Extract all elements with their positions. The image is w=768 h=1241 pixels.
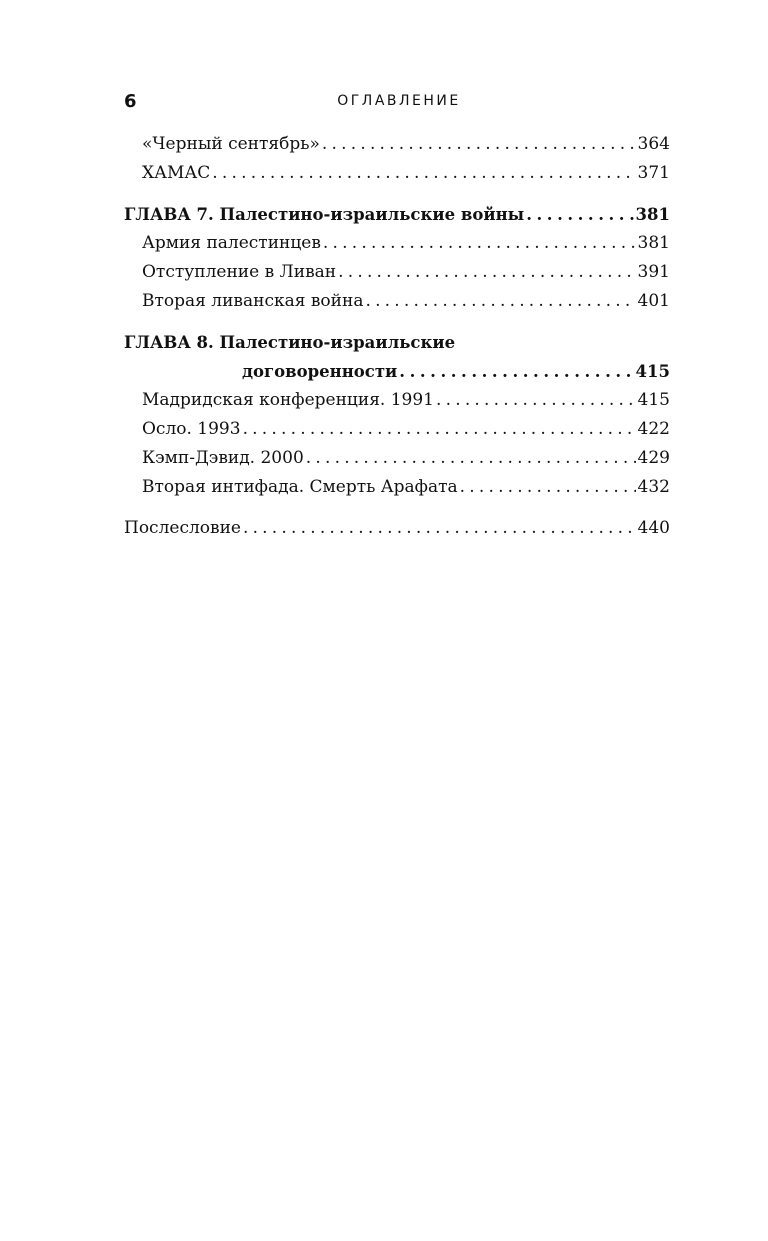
dot-leader [526, 200, 633, 229]
toc-entry-page: 432 [637, 477, 670, 497]
toc-chapter-title-continued: договоренности [242, 362, 398, 381]
toc-entry-title: Кэмп-Дэвид. 2000 [142, 448, 304, 468]
dot-leader [306, 444, 636, 473]
dot-leader [338, 258, 635, 287]
toc-entry[interactable] [124, 444, 670, 473]
dot-leader [243, 514, 636, 543]
toc-chapter-page: 415 [635, 362, 670, 381]
toc-entry-title: ХАМАС [142, 163, 211, 183]
toc-chapter-title: ГЛАВА 7. Палестино-израильские войны [124, 205, 525, 224]
toc-chapter-continuation[interactable] [124, 357, 670, 386]
toc-entry-page: 440 [637, 518, 670, 538]
toc-entry[interactable] [124, 229, 670, 258]
toc-entry-page: 401 [637, 291, 670, 311]
toc-chapter[interactable] [124, 200, 670, 229]
toc-entry-title: Армия палестинцев [142, 233, 321, 253]
toc-entry[interactable] [124, 159, 670, 188]
toc-entry[interactable] [124, 287, 670, 316]
toc-chapter[interactable] [124, 328, 670, 357]
dot-leader [323, 229, 636, 258]
toc-entry[interactable] [124, 130, 670, 159]
toc-entry-title: Отступление в Ливан [142, 262, 337, 282]
dot-leader [322, 130, 636, 159]
toc-entry-title: Осло. 1993 [142, 419, 241, 439]
dot-leader [365, 287, 635, 316]
toc-entry[interactable] [124, 386, 670, 415]
toc-entry[interactable] [124, 514, 670, 543]
toc-entry-page: 429 [637, 448, 670, 468]
dot-leader [212, 159, 635, 188]
toc-entry[interactable] [124, 258, 670, 287]
toc-entry-page: 371 [637, 163, 670, 183]
table-of-contents [124, 130, 670, 543]
toc-chapter-page: 381 [635, 205, 670, 224]
dot-leader [436, 386, 636, 415]
dot-leader [460, 473, 636, 502]
toc-entry-title: «Черный сентябрь» [142, 134, 320, 154]
dot-leader [399, 357, 633, 386]
toc-entry-title: Вторая интифада. Смерть Арафата [142, 477, 458, 497]
toc-entry[interactable] [124, 415, 670, 444]
toc-entry-title: Мадридская конференция. 1991 [142, 390, 434, 410]
toc-entry-page: 422 [637, 419, 670, 439]
toc-entry-page: 391 [637, 262, 670, 282]
toc-entry-page: 415 [637, 390, 670, 410]
page-number: 6 [124, 91, 137, 112]
running-head: ОГЛАВЛЕНИЕ [337, 93, 461, 109]
dot-leader [243, 415, 636, 444]
toc-entry[interactable] [124, 473, 670, 502]
toc-entry-page: 364 [637, 134, 670, 154]
toc-entry-title: Послесловие [124, 518, 241, 538]
toc-entry-page: 381 [637, 233, 670, 253]
toc-chapter-title: ГЛАВА 8. Палестино-израильские [124, 333, 456, 352]
toc-entry-title: Вторая ливанская война [142, 291, 364, 311]
